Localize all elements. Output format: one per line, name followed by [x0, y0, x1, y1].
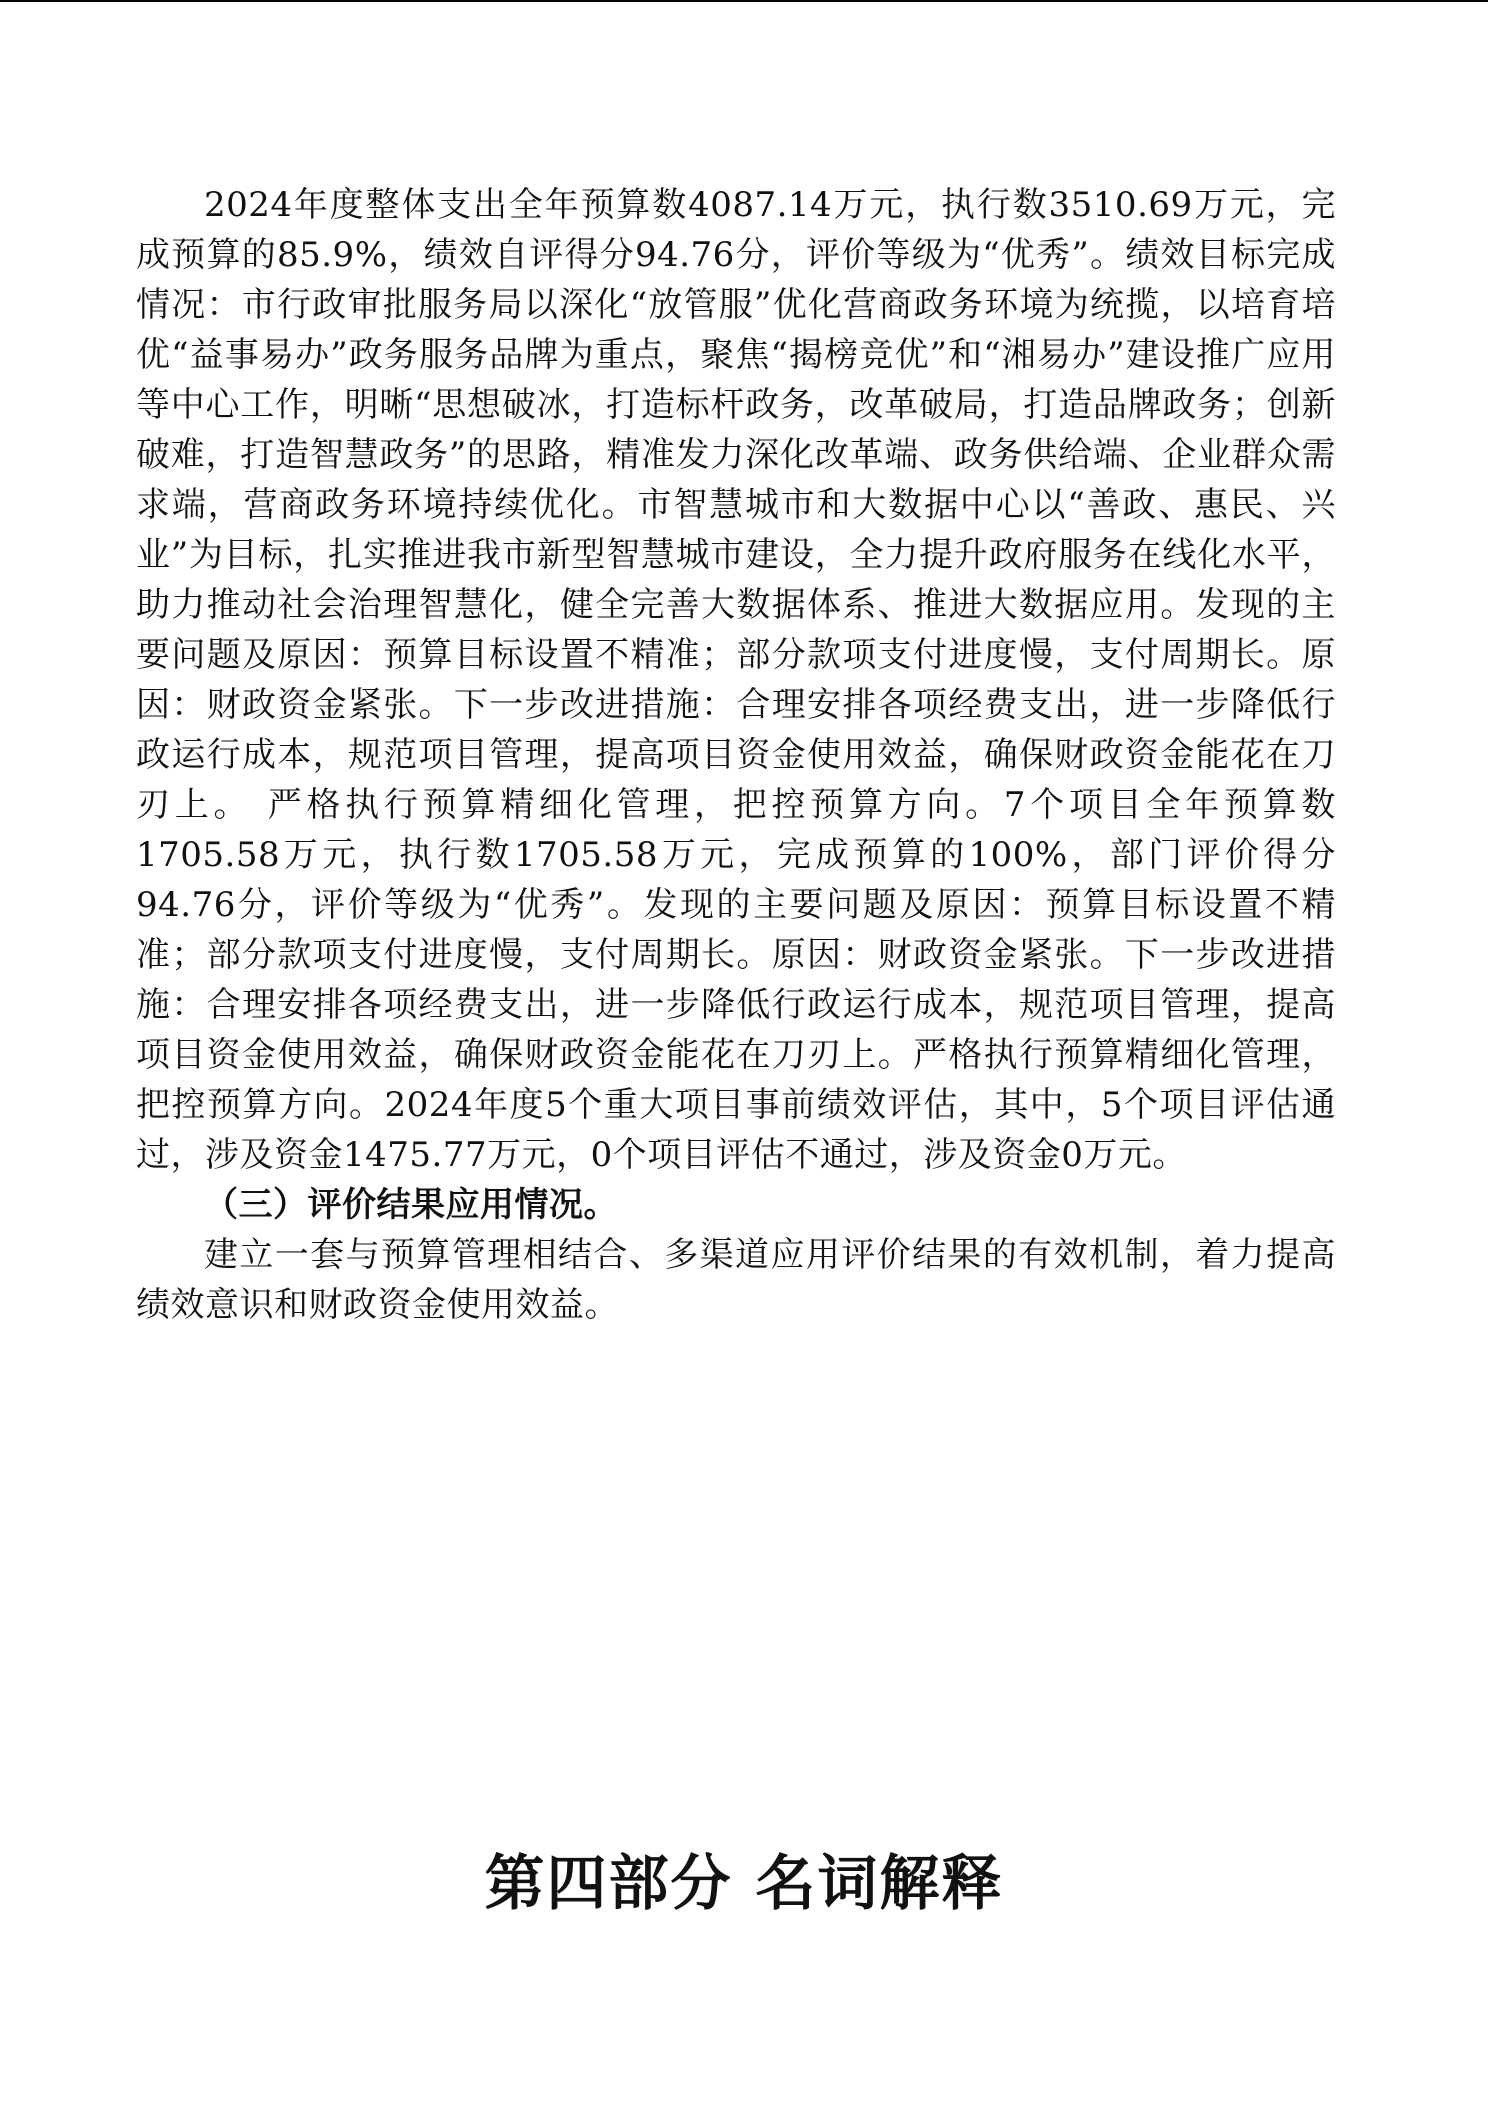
- performance-summary-paragraph: 2024年度整体支出全年预算数4087.14万元，执行数3510.69万元，完成预算的85.9%，绩效自评得分94.76分，评价等级为“优秀”。绩效目标完成情况：市行政审批服务局以深化“放管服”优化营商政务环境为统揽，以培育培优“益事易办”政务服务品牌为重点，聚焦“揭榜竞优”和“湘易办”建设推广应用等中心工作，明晰“思想破冰，打造标杆政务，改革破局，打造品牌政务；创新破难，打造智慧政务”的思路，精准发力深化改革端、政务供给端、企业群众需求端，营商政务环境持续优化。市智慧城市和大数据中心以“善政、惠民、兴业”为目标，扎实推进我市新型智慧城市建设，全力提升政府服务在线化水平，助力推动社会治理智慧化，健全完善大数据体系、推进大数据应用。发现的主要问题及原因：预算目标设置不精准；部分款项支付进度慢，支付周期长。原因：财政资金紧张。下一步改进措施：合理安排各项经费支出，进一步降低行政运行成本，规范项目管理，提高项目资金使用效益，确保财政资金能花在刀刃上。 严格执行预算精细化管理，把控预算方向。7个项目全年预算数1705.58万元，执行数1705.58万元，完成预算的100%，部门评价得分94.76分，评价等级为“优秀”。发现的主要问题及原因：预算目标设置不精准；部分款项支付进度慢，支付周期长。原因：财政资金紧张。下一步改进措施：合理安排各项经费支出，进一步降低行政运行成本，规范项目管理，提高项目资金使用效益，确保财政资金能花在刀刃上。严格执行预算精细化管理，把控预算方向。2024年度5个重大项目事前绩效评估，其中，5个项目评估通过，涉及资金1475.77万元，0个项目评估不通过，涉及资金0万元。: [136, 185, 1336, 1175]
- evaluation-results-paragraph: 建立一套与预算管理相结合、多渠道应用评价结果的有效机制，着力提高绩效意识和财政资金使用效益。: [136, 1235, 1336, 1325]
- section-title: 第四部分 名词解释: [484, 1849, 1004, 1919]
- document-body: [136, 180, 1336, 1330]
- page-top-border: [0, 0, 1488, 2]
- evaluation-results-heading: （三）评价结果应用情况。: [204, 1185, 618, 1225]
